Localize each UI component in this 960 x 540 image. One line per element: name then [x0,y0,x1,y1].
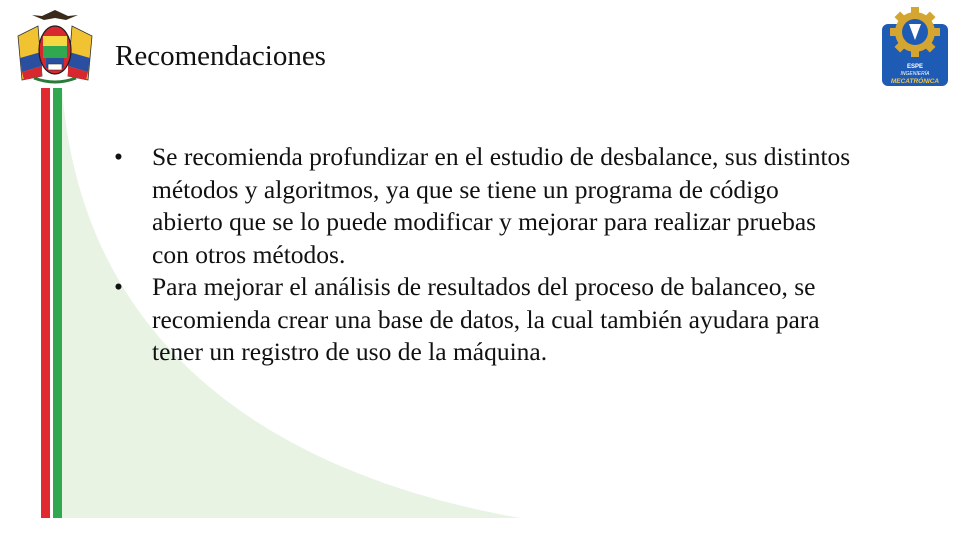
slide-title: Recomendaciones [115,40,326,72]
bullet-item [112,141,852,271]
green-stripe [53,88,62,518]
bullet-list [112,141,852,369]
bullet-text: Para mejorar el análisis de resultados del proceso de balanceo, se recomienda crear una base de datos, la cual también ayudara para tener un registro de uso de la máquina. [152,272,820,366]
logo-line-2: INGENIERÍA [900,71,930,77]
espe-mecatronica-logo [880,6,950,88]
bullet-item [112,271,852,369]
bullet-dot: • [114,272,123,301]
gear-icon [890,7,940,57]
logo-line-1: ESPE [906,64,924,70]
bullet-text: Se recomienda profundizar en el estudio de desbalance, sus distintos métodos y algoritmos, ya que se tiene un programa de código abierto que se lo puede modificar y mejorar para realizar pruebas con otros métodos. [152,142,851,269]
red-stripe [41,88,50,518]
bullet-dot: • [114,142,123,171]
logo-line-3: MECATRÓNICA [890,78,940,85]
ecuador-coat-of-arms-logo [8,6,102,88]
